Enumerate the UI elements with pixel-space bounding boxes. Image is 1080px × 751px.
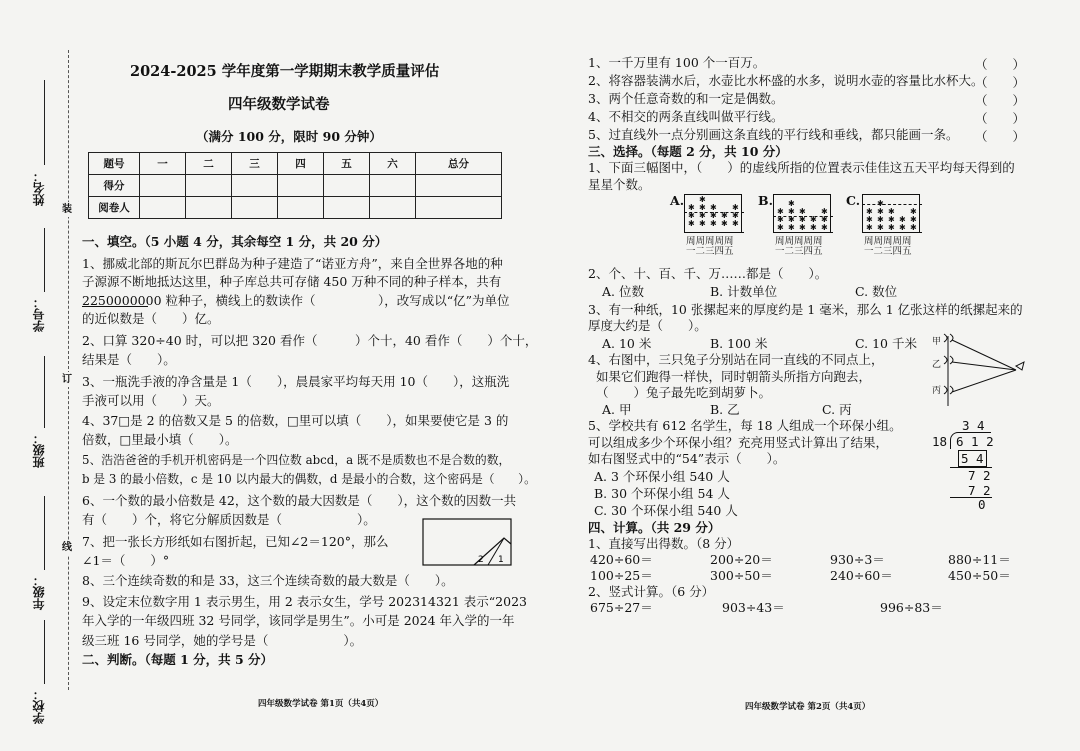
exam-info: （满分 100 分，限时 90 分钟） <box>196 129 382 144</box>
grade-label: 年级： <box>32 574 46 610</box>
q5-option-a: A. 3 个环保小组 540 人 <box>594 469 730 484</box>
calc-part2-heading: 2、竖式计算。（6 分） <box>588 584 715 599</box>
calc-item: 200÷20＝ <box>710 552 773 567</box>
school-blank-line <box>44 620 45 684</box>
question-line: 有（ ）个，将它分解质因数是（ ）。 <box>82 512 376 527</box>
score-header-cell: 二 <box>186 153 232 175</box>
question-line: 3、一瓶洗手液的净含量是 1（ ），晨晨家平均每天用 10（ ），这瓶洗 <box>82 374 510 389</box>
exam-subtitle: 四年级数学试卷 <box>228 96 330 113</box>
question-line: 9、设定末位数字用 1 表示男生，用 2 表示女生，学号 202314321 表示“2023 <box>82 594 527 609</box>
calc-item: 300÷50＝ <box>710 568 773 583</box>
judge-item: 5、过直线外一点分别画这条直线的平行线和垂线，都只能画一条。 <box>588 127 959 142</box>
score-cell[interactable] <box>278 197 324 219</box>
score-row-label: 得分 <box>89 175 140 197</box>
calc-part1-heading: 1、直接写出得数。（8 分） <box>588 536 740 551</box>
star-column: ✱ ✱ ✱ ✱ <box>699 195 706 228</box>
division-divisor: 18 <box>932 434 948 449</box>
star-column: ✱ ✱ ✱ <box>866 207 873 232</box>
section1-heading: 一、填空。（5 小题 4 分，其余每空 1 分，共 20 分） <box>82 234 388 249</box>
question-line: 6、一个数的最小倍数是 42，这个数的最大因数是（ ），这个数的因数一共 <box>82 493 517 508</box>
score-cell[interactable] <box>140 175 186 197</box>
star-column: ✱ ✱ ✱ <box>799 207 806 232</box>
question-line: 手液可以用（ ）天。 <box>82 393 220 408</box>
score-cell[interactable] <box>324 197 370 219</box>
star-column: ✱ ✱ <box>810 215 817 232</box>
section2-heading: 二、判断。（每题 1 分，共 5 分） <box>82 652 274 667</box>
choice-question-5: 5、学校共有 612 名学生，每 18 人组成一个环保小组。 <box>588 418 902 433</box>
star-chart-b <box>773 194 833 234</box>
score-header-cell: 总分 <box>416 153 502 175</box>
star-chart-c <box>862 194 922 234</box>
q5-option-c: C. 30 个环保小组 540 人 <box>594 503 738 518</box>
q3-option-b: B. 100 米 <box>710 336 768 351</box>
star-column: ✱ ✱ ✱ <box>732 203 739 228</box>
score-cell[interactable] <box>140 197 186 219</box>
division-step-72a: 7 2 <box>968 468 991 483</box>
school-label: 学校： <box>32 688 46 724</box>
score-row-label: 阅卷人 <box>89 197 140 219</box>
cut-char-3: 线 <box>62 542 72 553</box>
score-cell[interactable] <box>416 197 502 219</box>
star-column: ✱ ✱ ✱ <box>910 207 917 232</box>
q2-option-c: C. 数位 <box>855 284 898 299</box>
question-line: 年入学的一年级四班 32 号同学，该同学是男生”。小可是 2024 年入学的一年 <box>82 613 515 628</box>
calc-item: 420÷60＝ <box>590 552 653 567</box>
week-labels-c1: 周周周周周 <box>864 236 912 247</box>
score-header-cell: 五 <box>324 153 370 175</box>
rabbit-label-yi: 乙 <box>932 360 942 370</box>
score-table-header-row <box>89 153 502 175</box>
score-cell[interactable] <box>416 175 502 197</box>
score-header-cell: 四 <box>278 153 324 175</box>
option-b-label: B. <box>758 193 773 208</box>
week-labels-a1: 周周周周周 <box>686 236 734 247</box>
star-column: ✱ ✱ <box>899 215 906 232</box>
question-line: 2、口算 320÷40 时，可以把 320 看作（ ）个十，40 看作（ ）个十， <box>82 333 538 348</box>
star-column: ✱ ✱ ✱ ✱ <box>788 199 795 232</box>
class-blank-line <box>44 356 45 428</box>
judge-item: 4、不相交的两条直线叫做平行线。 <box>588 109 784 124</box>
rabbits-carrot-figure <box>930 332 1030 408</box>
question-line: 5、浩浩爸爸的手机开机密码是一个四位数 abcd，a 既不是质数也不是合数的数， <box>82 453 511 467</box>
question-line: 8、三个连续奇数的和是 33，这三个连续奇数的最大数是（ ）。 <box>82 573 454 588</box>
question-line: 1、挪威北部的斯瓦尔巴群岛为种子建造了“诺亚方舟”，来自全世界各地的种 <box>82 256 503 271</box>
question-line: b 是 3 的最小倍数，c 是 10 以内最大的偶数，d 是最小的合数，这个密码是（ ）。 <box>82 472 536 486</box>
question-line: 级三班 16 号同学，她的学号是（ ）。 <box>82 633 363 648</box>
question-line: 2250000000 粒种子，横线上的数读作（ ），改写成以“亿”为单位 <box>82 293 510 308</box>
choice-question-2: 2、个、十、百、千、万……都是（ ）。 <box>588 266 828 281</box>
score-header-cell: 六 <box>370 153 416 175</box>
choice-question-1-cont: 星星个数。 <box>588 177 651 192</box>
calc-item: 880÷11＝ <box>948 552 1011 567</box>
week-labels-b2: 一二三四五 <box>775 246 823 257</box>
cut-char-1: 装 <box>62 204 72 215</box>
star-column: ✱ ✱ ✱ <box>710 203 717 228</box>
q4-option-b: B. 乙 <box>710 402 740 417</box>
question-line: 子源源不断地抵达这里，种子库总共可存储 450 万种不同的种子样本，共有 <box>82 274 502 289</box>
division-remainder: 0 <box>978 497 986 512</box>
q3-option-a: A. 10 米 <box>602 336 652 351</box>
option-c-label: C. <box>846 193 861 208</box>
division-quotient: 3 4 <box>962 418 985 433</box>
calc-item: 100÷25＝ <box>590 568 653 583</box>
answer-paren[interactable]: （ ） <box>975 93 1026 108</box>
score-header-cell: 一 <box>140 153 186 175</box>
question-line: 7、把一张长方形纸如右图折起，已知∠2＝120°，那么 <box>82 534 389 549</box>
q2-option-a: A. 位数 <box>602 284 644 299</box>
score-cell[interactable] <box>370 175 416 197</box>
page1-footer: 四年级数学试卷 第1页（共4页） <box>258 699 384 709</box>
division-dividend: 6 1 2 <box>956 434 994 449</box>
grade-blank-line <box>44 496 45 570</box>
exam-title: 2024-2025 学年度第一学期期末教学质量评估 <box>130 63 440 80</box>
question-line: 的近似数是（ ）亿。 <box>82 311 220 326</box>
folded-paper-figure <box>422 518 514 568</box>
star-column: ✱ ✱ ✱ <box>777 207 784 232</box>
calc-item: 240÷60＝ <box>830 568 893 583</box>
week-labels-b1: 周周周周周 <box>775 236 823 247</box>
section4-heading: 四、计算。（共 29 分） <box>588 520 721 535</box>
answer-paren[interactable]: （ ） <box>975 57 1026 72</box>
question-line: 倍数，□里最小填（ ）。 <box>82 432 238 447</box>
choice-question-4-cont1: 如果它们跑得一样快，同时朝箭头所指方向跑去， <box>596 369 872 384</box>
calc-item: 903÷43＝ <box>722 600 785 615</box>
binding-dashed-line <box>68 50 69 690</box>
answer-paren[interactable]: （ ） <box>975 111 1026 126</box>
score-table-row <box>89 197 502 219</box>
score-cell[interactable] <box>232 197 278 219</box>
calc-item: 930÷3＝ <box>830 552 885 567</box>
option-a-label: A. <box>670 193 685 208</box>
q4-option-c: C. 丙 <box>822 402 852 417</box>
name-blank-line <box>44 80 45 165</box>
calc-item: 996÷83＝ <box>880 600 943 615</box>
score-cell[interactable] <box>324 175 370 197</box>
name-label: 姓名： <box>32 170 46 206</box>
calc-item: 450÷50＝ <box>948 568 1011 583</box>
question-line: 4、37□是 2 的倍数又是 5 的倍数，□里可以填（ ），如果要使它是 3 的 <box>82 413 509 428</box>
number-underline <box>82 306 148 307</box>
choice-question-4: 4、右图中，三只兔子分别站在同一直线的不同点上， <box>588 352 884 367</box>
judge-item: 1、一千万里有 100 个一百万。 <box>588 55 766 70</box>
student-id-label: 学号： <box>32 296 46 332</box>
svg-text:2: 2 <box>478 555 484 565</box>
score-table-row <box>89 175 502 197</box>
week-labels-c2: 一二三四五 <box>864 246 912 257</box>
division-step-72b: 7 2 <box>968 483 991 498</box>
choice-question-4-cont2: （ ）兔子最先吃到胡萝卜。 <box>596 385 772 400</box>
star-column: ✱ ✱ <box>721 211 728 228</box>
id-blank-line <box>44 228 45 292</box>
judge-item: 2、将容器装满水后，水壶比水杯盛的水多，说明水壶的容量比水杯大。 <box>588 73 984 88</box>
q4-option-a: A. 甲 <box>602 402 632 417</box>
division-rule <box>950 497 992 498</box>
page2-footer: 四年级数学试卷 第2页（共4页） <box>745 702 871 712</box>
rabbit-label-bing: 丙 <box>932 386 942 396</box>
score-cell[interactable] <box>186 197 232 219</box>
q3-option-c: C. 10 千米 <box>855 336 917 351</box>
cut-char-2: 订 <box>62 374 72 385</box>
score-cell[interactable] <box>186 175 232 197</box>
answer-paren[interactable]: （ ） <box>975 129 1026 144</box>
score-header-cell: 题号 <box>89 153 140 175</box>
rabbit-label-jia: 甲 <box>932 337 942 347</box>
score-header-cell: 三 <box>232 153 278 175</box>
score-table <box>88 152 502 219</box>
star-column: ✱ ✱ ✱ <box>888 207 895 232</box>
week-labels-a2: 一二三四五 <box>686 246 734 257</box>
question-line: ∠1＝（ ）° <box>82 553 170 568</box>
star-column: ✱ ✱ ✱ <box>688 203 695 228</box>
question-line: 结果是（ ）。 <box>82 352 176 367</box>
section3-heading: 三、选择。（每题 2 分，共 10 分） <box>588 144 788 159</box>
star-column: ✱ ✱ ✱ ✱ <box>877 199 884 232</box>
choice-question-5-cont2: 如右图竖式中的“54”表示（ ）。 <box>588 451 786 466</box>
score-cell[interactable] <box>370 197 416 219</box>
svg-text:1: 1 <box>498 555 504 565</box>
choice-question-5-cont1: 可以组成多少个环保小组？充亮用竖式计算出了结果， <box>588 435 889 450</box>
calc-item: 675÷27＝ <box>590 600 653 615</box>
choice-question-3-cont: 厚度大约是（ ）。 <box>588 318 707 333</box>
class-label: 班级： <box>32 432 46 468</box>
choice-question-3: 3、有一种纸，10 张摞起来的厚度约是 1 毫米，那么 1 亿张这样的纸摞起来的 <box>588 302 1023 317</box>
star-column: ✱ ✱ ✱ <box>821 207 828 232</box>
choice-question-1: 1、下面三幅图中，（ ）的虚线所指的位置表示佳佳这五天平均每天得到的 <box>588 160 1015 175</box>
answer-paren[interactable]: （ ） <box>975 75 1026 90</box>
q2-option-b: B. 计数单位 <box>710 284 778 299</box>
score-cell[interactable] <box>232 175 278 197</box>
judge-item: 3、两个任意奇数的和一定是偶数。 <box>588 91 784 106</box>
division-step-54: 5 4 <box>958 450 987 467</box>
q5-option-b: B. 30 个环保小组 54 人 <box>594 486 730 501</box>
star-chart-a <box>684 194 744 234</box>
score-cell[interactable] <box>278 175 324 197</box>
